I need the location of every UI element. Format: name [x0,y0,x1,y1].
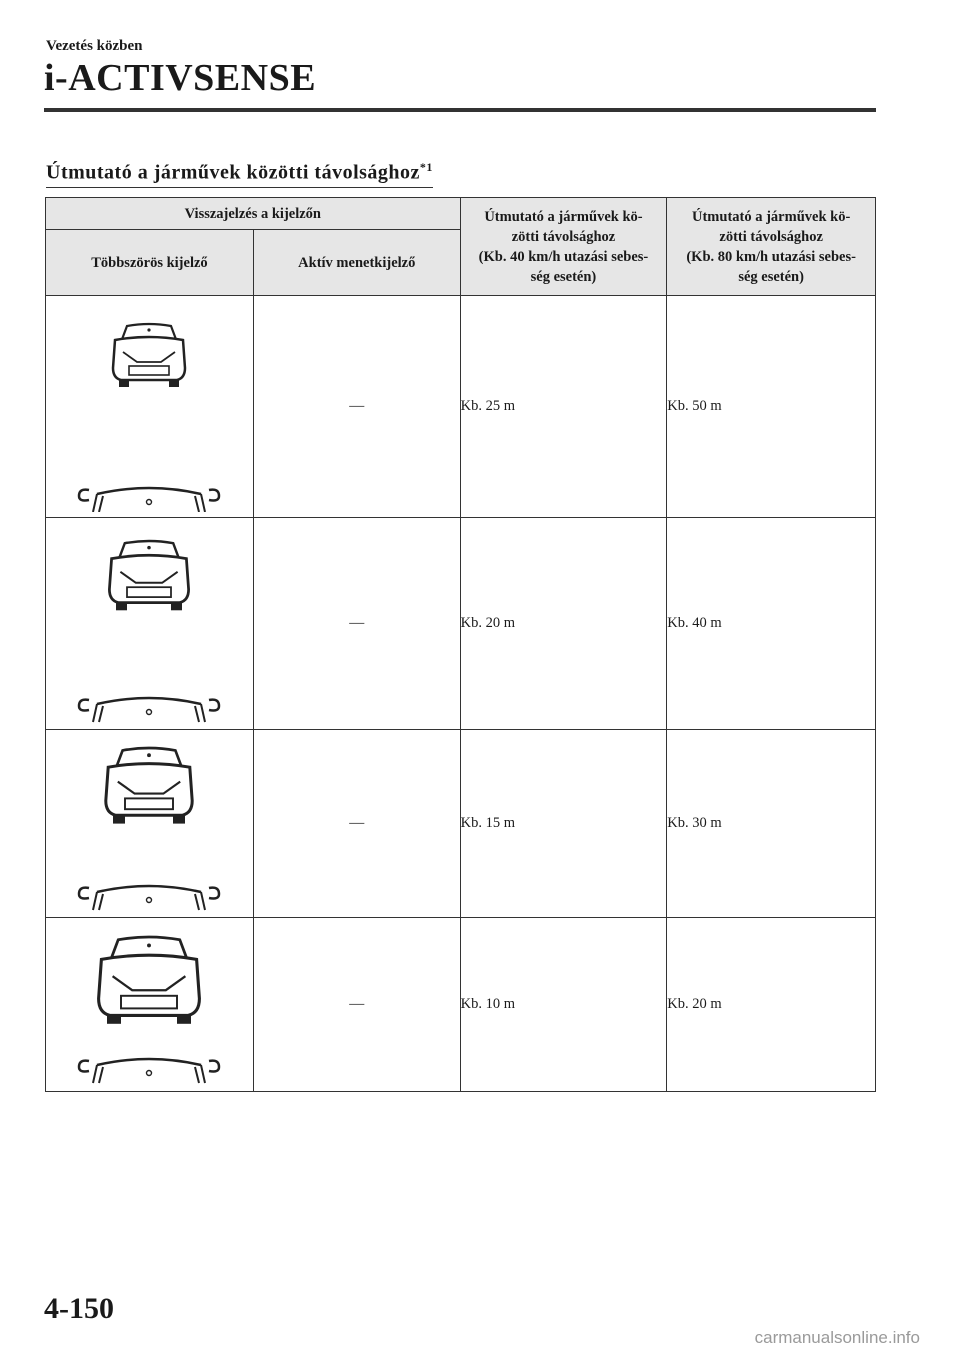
page-number: 4-150 [44,1292,114,1325]
multi-display-cell [46,296,254,518]
own-vehicle-icon [79,698,219,722]
preceding-vehicle-icon [110,541,189,610]
header-40-line1: Útmutató a járművek kö- [484,208,643,225]
header-multi-display: Többszörös kijelző [46,230,254,296]
active-display-cell: — [253,518,460,730]
vehicle-distance-icon [64,734,234,914]
distance-guide-table [45,197,876,1092]
header-distance-40 [460,198,667,296]
heading-text: Útmutató a járművek közötti távolsághoz [46,161,420,184]
table-row [46,730,876,918]
watermark: carmanualsonline.info [754,1328,920,1347]
distance-80-cell: Kb. 20 m [667,918,876,1092]
own-vehicle-icon [79,1059,219,1083]
distance-80-cell: Kb. 40 m [667,518,876,730]
preceding-vehicle-icon [113,324,185,387]
preceding-vehicle-icon [99,937,200,1024]
vehicle-distance-icon [64,921,234,1089]
header-80-line3: (Kb. 80 km/h utazási sebes- [686,248,856,265]
multi-display-cell [46,730,254,918]
table-row [46,918,876,1092]
distance-40-cell: Kb. 10 m [460,918,667,1092]
multi-display-cell [46,918,254,1092]
section-label: Vezetés közben [46,38,143,54]
header-80-line1: Útmutató a járművek kö- [692,208,851,225]
header-40-line2: zötti távolsághoz [511,228,616,245]
header-rule [44,108,876,112]
preceding-vehicle-icon [106,748,192,824]
header-80-line2: zötti távolsághoz [719,228,823,245]
active-display-cell: — [253,918,460,1092]
multi-display-cell [46,518,254,730]
distance-40-cell: Kb. 20 m [460,518,667,730]
distance-80-cell: Kb. 50 m [667,296,876,518]
vehicle-distance-icon [64,302,234,512]
header-40-line3: (Kb. 40 km/h utazási sebes- [478,248,649,265]
active-display-cell: — [253,730,460,918]
vehicle-distance-icon [64,524,234,724]
table-row [46,296,876,518]
heading-footnote-marker: *1 [419,160,433,174]
distance-40-cell: Kb. 15 m [460,730,667,918]
header-display: Visszajelzés a kijelzőn [46,198,461,230]
header-40-line4: ség esetén) [530,268,597,285]
table-row [46,518,876,730]
header-80-line4: ség esetén) [738,268,804,285]
active-display-cell: — [253,296,460,518]
section-heading [46,160,433,188]
header-active-display: Aktív menetkijelző [253,230,460,296]
distance-80-cell: Kb. 30 m [667,730,876,918]
distance-40-cell: Kb. 25 m [460,296,667,518]
header-distance-80 [667,198,876,296]
own-vehicle-icon [79,488,219,512]
chapter-title: i-ACTIVSENSE [44,57,317,99]
own-vehicle-icon [79,886,219,910]
